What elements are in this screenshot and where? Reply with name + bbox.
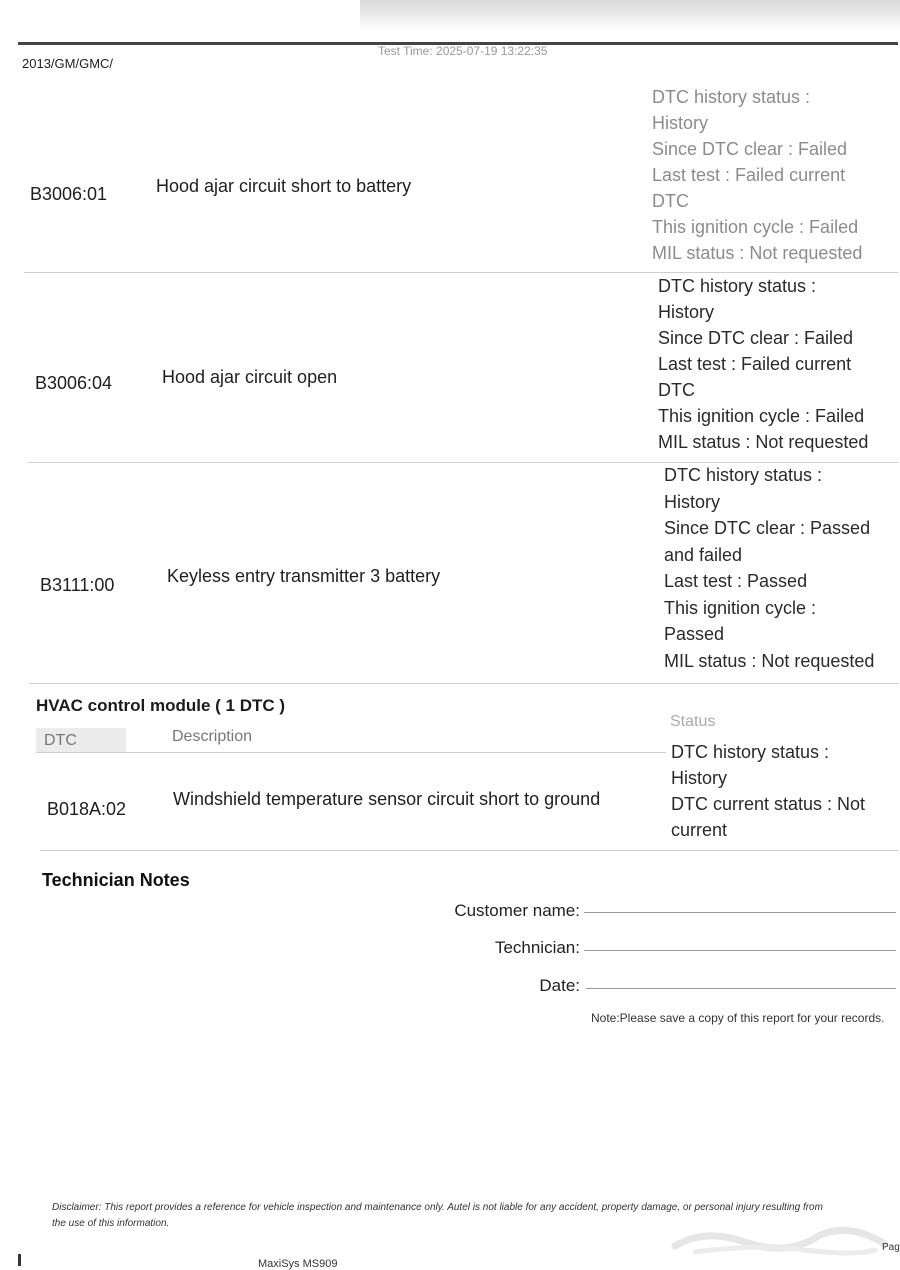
disclaimer-label: Disclaimer: [52, 1202, 102, 1213]
footer-mark [18, 1254, 21, 1266]
technician-label: Technician: [494, 938, 580, 957]
scan-shadow [360, 0, 900, 30]
status-line: This ignition cycle : Failed [652, 217, 859, 237]
column-header-dtc: DTC [44, 732, 77, 749]
device-name: MaxiSys MS909 [258, 1258, 338, 1270]
status-line: DTC [652, 191, 689, 211]
dtc-status [671, 739, 900, 843]
dtc-status [664, 462, 899, 674]
save-note: Note:Please save a copy of this report for your records. [591, 1011, 885, 1025]
test-time-label: Test Time: [378, 44, 433, 58]
status-line: current [671, 820, 728, 840]
status-line: and failed [664, 544, 743, 565]
status-line: History [652, 113, 709, 133]
customer-name-field[interactable] [584, 912, 896, 913]
watermark-logo [665, 1218, 895, 1258]
date-label: Date: [539, 976, 580, 995]
section-title-hvac: HVAC control module ( 1 DTC ) [36, 696, 286, 715]
dtc-description: Hood ajar circuit open [162, 367, 338, 387]
status-line: Last test : Passed [664, 571, 808, 591]
status-line: Last test : Failed current [658, 354, 852, 374]
technician-field[interactable] [584, 950, 896, 951]
status-line: Since DTC clear : Failed [652, 139, 848, 159]
dtc-code: B3006:01 [30, 184, 108, 204]
customer-name-label: Customer name: [454, 901, 580, 920]
date-field[interactable] [586, 988, 896, 989]
status-line: DTC history status : [652, 87, 811, 107]
status-line: MIL status : Not requested [664, 650, 875, 671]
dtc-description: Windshield temperature sensor circuit short to ground [173, 789, 601, 809]
status-line: DTC history status : [671, 742, 830, 762]
status-line: History [658, 302, 715, 322]
column-header-description: Description [172, 728, 253, 745]
row-divider [30, 683, 898, 684]
status-line: DTC history status : [658, 276, 817, 296]
status-line: Since DTC clear : Failed [658, 328, 854, 348]
dtc-status [658, 273, 893, 455]
status-line: DTC current status : Not [671, 794, 866, 814]
test-time [378, 44, 547, 58]
status-line: This ignition cycle : [664, 597, 817, 618]
dtc-code: B3006:04 [35, 373, 113, 393]
status-line: DTC [658, 380, 695, 400]
status-line: History [664, 491, 721, 512]
row-divider [40, 850, 898, 851]
dtc-description: Hood ajar circuit short to battery [156, 176, 412, 196]
status-line: Since DTC clear : Passed [664, 518, 871, 538]
page-label: Pag [882, 1242, 900, 1253]
status-line: Passed [664, 624, 725, 644]
vehicle-info: 2013/GM/GMC/ [22, 56, 114, 71]
dtc-description: Keyless entry transmitter 3 battery [167, 566, 441, 586]
status-line: History [671, 768, 728, 788]
dtc-code: B3111:00 [40, 575, 115, 595]
status-line: Last test : Failed current [652, 165, 846, 185]
header-divider [36, 752, 666, 753]
test-time-value: 2025-07-19 13:22:35 [436, 44, 548, 58]
status-line: MIL status : Not requested [658, 432, 869, 452]
status-line: This ignition cycle : Failed [658, 406, 865, 426]
column-header-status: Status [670, 713, 716, 730]
technician-notes-title: Technician Notes [42, 870, 190, 890]
dtc-code: B018A:02 [47, 799, 127, 819]
status-line: DTC history status : [664, 465, 823, 485]
status-line: MIL status : Not requested [652, 243, 863, 263]
dtc-status [652, 84, 887, 266]
disclaimer-text: This report provides a reference for vehicle inspection and maintenance only. Autel is not liable for any accident, property damage, or personal injury resulting from the use of this information. [52, 1202, 823, 1229]
